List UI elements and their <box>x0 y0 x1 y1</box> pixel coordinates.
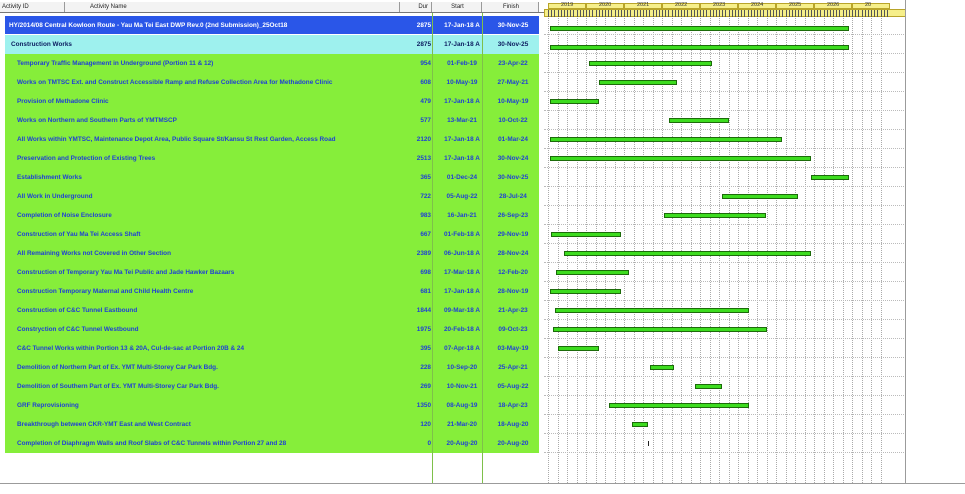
month-tick <box>824 10 825 17</box>
month-tick <box>839 10 840 17</box>
year-label: 2023 <box>713 2 726 8</box>
month-tick <box>564 10 565 17</box>
month-tick <box>830 10 831 17</box>
month-tick <box>561 10 562 17</box>
column-header-dur[interactable]: Dur <box>400 2 432 12</box>
month-tick <box>744 10 745 17</box>
month-tick <box>773 10 774 17</box>
activity-name: All Works within YMTSC, Maintenance Depot Area, Public Square St/Kansu St Rest Garden, Access Road <box>17 136 336 143</box>
activity-start: 09-Mar-18 A <box>444 307 480 314</box>
activity-name: Works on Northern and Southern Parts of YMTMSCP <box>17 117 177 124</box>
activity-name: GRF Reprovisioning <box>17 402 79 409</box>
activity-name: Completion of Diaphragm Walls and Roof Slabs of C&C Tunnels within Portion 27 and 28 <box>17 440 287 447</box>
activity-name: C&C Tunnel Works within Portion 13 & 20A, Cul-de-sac at Portion 20B & 24 <box>17 345 245 352</box>
month-tick <box>548 10 549 17</box>
gantt-bar[interactable] <box>650 365 674 370</box>
activity-duration: 1844 <box>416 307 431 314</box>
activity-row[interactable] <box>5 244 539 263</box>
activity-duration: 228 <box>420 364 431 371</box>
column-header-start[interactable]: Start <box>432 2 482 12</box>
month-tick <box>627 10 628 17</box>
month-tick <box>801 10 802 17</box>
gantt-bar[interactable] <box>553 327 767 332</box>
activity-row[interactable] <box>5 130 539 149</box>
chart-right-border <box>905 0 906 483</box>
month-tick <box>808 10 809 17</box>
activity-duration: 2875 <box>416 41 431 48</box>
gantt-chart-area <box>544 0 965 494</box>
month-tick <box>656 10 657 17</box>
month-tick <box>722 10 723 17</box>
month-tick <box>792 10 793 17</box>
row-gridline <box>544 433 906 434</box>
row-gridline <box>544 53 906 54</box>
activity-name: Constryction of C&C Tunnel Westbound <box>17 326 139 333</box>
activity-start: 17-Jan-18 A <box>444 22 480 29</box>
bottom-border <box>0 483 965 484</box>
month-tick <box>741 10 742 17</box>
year-label: 2020 <box>599 2 612 8</box>
row-gridline <box>544 110 906 111</box>
month-tick <box>770 10 771 17</box>
month-tick <box>789 10 790 17</box>
month-tick <box>843 10 844 17</box>
activity-start: 17-Jan-18 A <box>444 136 480 143</box>
activity-start: 01-Dec-24 <box>446 174 478 181</box>
activity-start: 01-Feb-19 <box>447 60 477 67</box>
activity-finish: 30-Nov-25 <box>497 22 529 29</box>
gantt-bar[interactable] <box>558 346 599 351</box>
month-tick <box>694 10 695 17</box>
gantt-bar[interactable] <box>550 99 600 104</box>
activity-row[interactable] <box>5 54 539 73</box>
month-tick <box>811 10 812 17</box>
activity-row[interactable] <box>5 149 539 168</box>
month-tick <box>691 10 692 17</box>
month-tick <box>589 10 590 17</box>
activity-duration: 2875 <box>416 22 431 29</box>
month-tick <box>605 10 606 17</box>
month-tick <box>887 10 888 17</box>
month-tick <box>684 10 685 17</box>
activity-row[interactable] <box>5 187 539 206</box>
activity-finish: 10-Oct-22 <box>498 117 528 124</box>
month-tick <box>738 10 739 17</box>
gantt-bar[interactable] <box>550 45 849 50</box>
gantt-bar[interactable] <box>556 270 629 275</box>
row-gridline <box>544 72 906 73</box>
month-tick <box>662 10 663 17</box>
month-tick <box>675 10 676 17</box>
row-gridline <box>544 91 906 92</box>
month-tick <box>820 10 821 17</box>
activity-name: Demolition of Northern Part of Ex. YMT Multi-Storey Car Park Bdg. <box>17 364 218 371</box>
month-tick <box>703 10 704 17</box>
activity-row[interactable] <box>5 73 539 92</box>
month-tick <box>659 10 660 17</box>
activity-start: 10-Nov-21 <box>446 383 478 390</box>
month-tick <box>846 10 847 17</box>
year-label: 2026 <box>827 2 840 8</box>
activity-finish: 18-Aug-20 <box>497 421 529 428</box>
month-tick <box>862 10 863 17</box>
month-tick <box>646 10 647 17</box>
row-gridline <box>544 148 906 149</box>
month-tick <box>855 10 856 17</box>
row-gridline <box>544 262 906 263</box>
activity-start: 08-Aug-19 <box>446 402 478 409</box>
month-tick <box>577 10 578 17</box>
month-tick <box>687 10 688 17</box>
activity-duration: 983 <box>420 212 431 219</box>
month-tick <box>558 10 559 17</box>
activity-duration: 1350 <box>416 402 431 409</box>
activity-row[interactable] <box>5 434 539 453</box>
activity-name: Construction Works <box>11 41 72 48</box>
activity-duration: 365 <box>420 174 431 181</box>
activity-row[interactable] <box>5 92 539 111</box>
row-gridline <box>544 357 906 358</box>
activity-row[interactable] <box>5 206 539 225</box>
activity-name: Completion of Noise Enclosure <box>17 212 112 219</box>
gantt-bar[interactable] <box>632 422 648 427</box>
month-tick <box>621 10 622 17</box>
activity-name: Demolition of Southern Part of Ex. YMT Multi-Storey Car Park Bdg. <box>17 383 219 390</box>
month-tick <box>868 10 869 17</box>
row-gridline <box>544 224 906 225</box>
activity-finish: 09-Oct-23 <box>498 326 528 333</box>
year-label: 2021 <box>637 2 650 8</box>
gantt-bar[interactable] <box>609 403 749 408</box>
month-tick <box>865 10 866 17</box>
activity-row[interactable] <box>5 225 539 244</box>
activity-name: All Work in Underground <box>17 193 93 200</box>
month-tick <box>782 10 783 17</box>
activity-name: Works on TMTSC Ext. and Construct Accessible Ramp and Refuse Collection Area for Methadone Clinic <box>17 79 333 86</box>
row-gridline <box>544 167 906 168</box>
month-tick <box>798 10 799 17</box>
month-tick <box>729 10 730 17</box>
month-tick <box>805 10 806 17</box>
activity-finish: 23-Apr-22 <box>498 60 528 67</box>
activity-name: Preservation and Protection of Existing Trees <box>17 155 156 162</box>
month-tick <box>795 10 796 17</box>
activity-name: All Remaining Works not Covered in Other Section <box>17 250 171 257</box>
month-tick <box>640 10 641 17</box>
activity-row[interactable] <box>5 282 539 301</box>
activity-row[interactable] <box>5 301 539 320</box>
activity-name: Provision of Methadone Clinic <box>17 98 109 105</box>
activity-finish: 26-Sep-23 <box>497 212 529 219</box>
activity-name: Construction Temporary Maternal and Child Health Centre <box>17 288 194 295</box>
month-tick <box>874 10 875 17</box>
activity-row[interactable] <box>5 339 539 358</box>
activity-name: Establishment Works <box>17 174 82 181</box>
month-tick <box>735 10 736 17</box>
activity-duration: 698 <box>420 269 431 276</box>
activity-start: 06-Jun-18 A <box>444 250 480 257</box>
month-tick <box>852 10 853 17</box>
activity-row[interactable] <box>5 358 539 377</box>
activity-duration: 0 <box>427 440 431 447</box>
row-gridline <box>544 376 906 377</box>
month-tick <box>602 10 603 17</box>
month-tick <box>573 10 574 17</box>
month-tick <box>643 10 644 17</box>
row-gridline <box>544 281 906 282</box>
row-gridline <box>544 243 906 244</box>
gantt-bar[interactable] <box>550 137 783 142</box>
activity-duration: 667 <box>420 231 431 238</box>
year-label: 2022 <box>675 2 688 8</box>
column-header-activity-id[interactable]: Activity ID <box>0 2 65 12</box>
activity-duration: 577 <box>420 117 431 124</box>
month-tick <box>776 10 777 17</box>
activity-name: Breakthrough between CKR-YMT East and West Contract <box>17 421 191 428</box>
activity-start: 01-Feb-18 A <box>444 231 480 238</box>
month-tick <box>697 10 698 17</box>
month-tick <box>596 10 597 17</box>
gantt-bar[interactable] <box>599 80 677 85</box>
month-tick <box>871 10 872 17</box>
gantt-bar[interactable] <box>555 308 750 313</box>
gantt-bar[interactable] <box>550 156 811 161</box>
activity-row[interactable] <box>5 320 539 339</box>
activity-row[interactable] <box>5 415 539 434</box>
month-tick <box>817 10 818 17</box>
activity-name: Construction of Temporary Yau Ma Tei Public and Jade Hawker Bazaars <box>17 269 235 276</box>
row-gridline <box>544 34 906 35</box>
month-tick <box>710 10 711 17</box>
activity-finish: 20-Aug-20 <box>497 440 529 447</box>
month-tick <box>814 10 815 17</box>
activity-start: 17-Jan-18 A <box>444 155 480 162</box>
month-tick <box>630 10 631 17</box>
month-tick <box>592 10 593 17</box>
activity-start: 17-Jan-18 A <box>444 41 480 48</box>
year-label: 2019 <box>561 2 574 8</box>
month-tick <box>751 10 752 17</box>
month-tick <box>713 10 714 17</box>
activity-finish: 25-Apr-21 <box>498 364 528 371</box>
row-gridline <box>544 319 906 320</box>
row-gridline <box>544 300 906 301</box>
activity-finish: 28-Jul-24 <box>499 193 527 200</box>
month-tick <box>608 10 609 17</box>
column-separator <box>432 13 433 483</box>
activity-duration: 479 <box>420 98 431 105</box>
activity-start: 07-Apr-18 A <box>444 345 480 352</box>
month-tick <box>754 10 755 17</box>
month-tick <box>570 10 571 17</box>
activity-start: 20-Aug-20 <box>446 440 478 447</box>
activity-name: Construction of C&C Tunnel Eastbound <box>17 307 138 314</box>
activity-start: 21-Mar-20 <box>447 421 477 428</box>
activity-start: 16-Jan-21 <box>447 212 477 219</box>
month-tick <box>836 10 837 17</box>
activity-duration: 2120 <box>416 136 431 143</box>
activity-duration: 722 <box>420 193 431 200</box>
activity-start: 17-Jan-18 A <box>444 98 480 105</box>
activity-start: 20-Feb-18 A <box>444 326 480 333</box>
activity-row[interactable] <box>5 263 539 282</box>
activity-duration: 608 <box>420 79 431 86</box>
month-tick <box>554 10 555 17</box>
activity-row[interactable] <box>5 168 539 187</box>
month-tick <box>748 10 749 17</box>
month-tick <box>786 10 787 17</box>
gantt-bar[interactable] <box>589 61 712 66</box>
month-tick <box>719 10 720 17</box>
activity-start: 10-Sep-20 <box>446 364 478 371</box>
row-gridline <box>544 205 906 206</box>
month-tick <box>732 10 733 17</box>
activity-duration: 681 <box>420 288 431 295</box>
month-tick <box>615 10 616 17</box>
activity-finish: 12-Feb-20 <box>498 269 528 276</box>
milestone-marker[interactable] <box>648 441 649 446</box>
month-tick <box>757 10 758 17</box>
month-tick <box>725 10 726 17</box>
activity-duration: 1975 <box>416 326 431 333</box>
gantt-bar[interactable] <box>564 251 810 256</box>
activity-name: Construction of Yau Ma Tei Access Shaft <box>17 231 141 238</box>
month-tick <box>833 10 834 17</box>
row-gridline <box>544 186 906 187</box>
month-tick <box>716 10 717 17</box>
month-tick <box>551 10 552 17</box>
month-tick <box>668 10 669 17</box>
gantt-bar[interactable] <box>722 194 797 199</box>
month-tick <box>653 10 654 17</box>
row-gridline <box>544 129 906 130</box>
month-tick <box>681 10 682 17</box>
column-header-finish[interactable]: Finish <box>482 2 539 12</box>
row-gridline <box>544 414 906 415</box>
month-tick <box>634 10 635 17</box>
activity-duration: 120 <box>420 421 431 428</box>
activity-duration: 395 <box>420 345 431 352</box>
activity-name: Temporary Traffic Management in Underground (Portion 11 & 12) <box>17 60 214 67</box>
wbs-row[interactable] <box>5 35 539 54</box>
month-tick <box>665 10 666 17</box>
activity-row[interactable] <box>5 377 539 396</box>
gantt-bar[interactable] <box>664 213 766 218</box>
month-tick <box>827 10 828 17</box>
row-gridline <box>544 338 906 339</box>
month-tick <box>678 10 679 17</box>
activity-duration: 2389 <box>416 250 431 257</box>
month-tick <box>611 10 612 17</box>
gantt-bar[interactable] <box>669 118 729 123</box>
activity-finish: 10-May-19 <box>497 98 529 105</box>
gantt-bar[interactable] <box>551 232 621 237</box>
project-row[interactable] <box>5 16 539 34</box>
month-tick <box>672 10 673 17</box>
month-tick <box>583 10 584 17</box>
year-label: 2024 <box>751 2 764 8</box>
activity-start: 05-Aug-22 <box>446 193 478 200</box>
row-gridline <box>544 395 906 396</box>
month-tick <box>877 10 878 17</box>
month-tick <box>618 10 619 17</box>
month-tick <box>884 10 885 17</box>
activity-finish: 28-Nov-19 <box>497 288 529 295</box>
month-tick <box>580 10 581 17</box>
month-tick <box>637 10 638 17</box>
month-tick <box>858 10 859 17</box>
activity-finish: 27-May-21 <box>497 79 529 86</box>
month-tick <box>881 10 882 17</box>
month-tick <box>849 10 850 17</box>
activity-finish: 30-Nov-24 <box>497 155 529 162</box>
activity-finish: 03-May-19 <box>497 345 529 352</box>
activity-row[interactable] <box>5 396 539 415</box>
activity-duration: 269 <box>420 383 431 390</box>
month-tick <box>586 10 587 17</box>
header-divider <box>0 12 545 13</box>
activity-finish: 28-Nov-24 <box>497 250 529 257</box>
activity-start: 17-Jan-18 A <box>444 288 480 295</box>
gantt-bar[interactable] <box>811 175 849 180</box>
year-label: 20 <box>865 2 872 8</box>
column-separator <box>482 13 483 483</box>
activity-name: HY/2014/08 Central Kowloon Route - Yau Ma Tei East DWP Rev.0 (2nd Submission)_25Oct18 <box>9 22 288 29</box>
column-header-activity-name[interactable]: Activity Name <box>65 2 400 12</box>
year-label: 2025 <box>789 2 802 8</box>
activity-finish: 29-Nov-19 <box>497 231 529 238</box>
activity-duration: 954 <box>420 60 431 67</box>
activity-start: 13-Mar-21 <box>447 117 477 124</box>
activity-row[interactable] <box>5 111 539 130</box>
month-tick <box>700 10 701 17</box>
month-tick <box>763 10 764 17</box>
month-tick <box>567 10 568 17</box>
activity-start: 17-Mar-18 A <box>444 269 480 276</box>
month-tick <box>760 10 761 17</box>
month-tick <box>624 10 625 17</box>
activity-finish: 05-Aug-22 <box>497 383 529 390</box>
activity-finish: 30-Nov-25 <box>497 174 529 181</box>
row-gridline <box>544 452 906 453</box>
activity-start: 10-May-19 <box>446 79 478 86</box>
gantt-bar[interactable] <box>550 289 621 294</box>
gantt-bar[interactable] <box>695 384 723 389</box>
activity-finish: 01-Mar-24 <box>498 136 528 143</box>
activity-finish: 18-Apr-23 <box>498 402 528 409</box>
month-tick <box>599 10 600 17</box>
month-tick <box>779 10 780 17</box>
month-tick <box>767 10 768 17</box>
gantt-bar[interactable] <box>550 26 849 31</box>
activity-finish: 21-Apr-23 <box>498 307 528 314</box>
month-tick <box>706 10 707 17</box>
activity-finish: 30-Nov-25 <box>497 41 529 48</box>
activity-duration: 2513 <box>416 155 431 162</box>
month-tick <box>649 10 650 17</box>
